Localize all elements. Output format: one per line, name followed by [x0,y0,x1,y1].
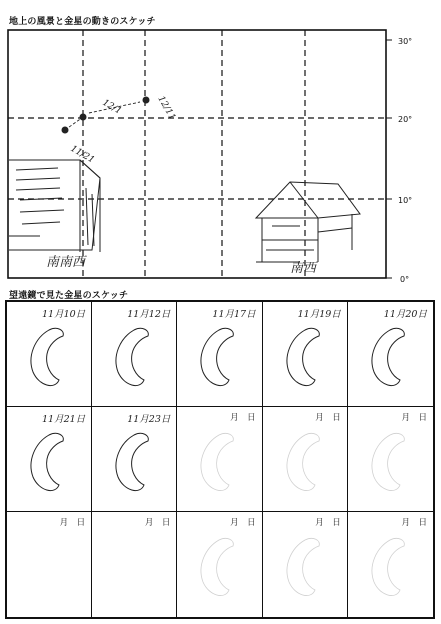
venus-crescent-sketch [92,302,177,407]
cell-date: 11月17日 [212,309,256,320]
telescope-cell [92,302,177,407]
telescope-cell [348,302,433,407]
right-building-drawing [256,182,360,262]
cell-date: 月 日 [401,518,427,528]
sketch-title: 地上の風景と金星の動きのスケッチ [9,17,156,27]
venus-date-label-1201: 12/1 [100,97,124,117]
venus-crescent-faint [348,407,433,512]
alt-label-0: 0° [400,275,410,284]
cell-date: 月 日 [315,518,341,528]
cell-date: 11月23日 [127,414,171,425]
telescope-cell [263,512,348,617]
cell-date: 11月21日 [42,414,86,425]
telescope-cell [92,512,177,617]
telescope-cell [263,302,348,407]
telescope-cell [348,512,433,617]
telescope-cell [7,302,92,407]
venus-crescent-faint [177,407,262,512]
telescope-cell [7,512,92,617]
venus-crescent-sketch [7,407,92,512]
telescope-cell [348,407,433,512]
cell-date: 月 日 [144,518,171,528]
cell-date: 月 日 [401,413,427,423]
venus-crescent-faint [177,512,262,617]
building-label-ssw: 南南西 [46,255,86,270]
cell-date: 11月12日 [127,309,171,320]
alt-label-10: 10° [398,196,413,205]
telescope-title: 望遠鏡で見た金星のスケッチ [9,291,129,301]
venus-crescent-sketch [92,407,177,512]
telescope-cell [177,512,262,617]
sketch-frame [8,30,386,278]
landscape-sketch [0,0,441,300]
cell-date: 11月19日 [297,309,341,320]
cell-date: 月 日 [230,413,256,423]
cell-date: 月 日 [315,413,341,423]
venus-crescent-sketch [348,302,433,407]
venus-date-label-1121: 11/21 [68,143,96,166]
cell-date: 月 日 [230,518,256,528]
building-label-sw: 南西 [290,261,317,276]
venus-crescent-faint [263,407,348,512]
venus-crescent-faint [263,512,348,617]
telescope-cell [7,407,92,512]
venus-position-1211 [143,97,150,104]
venus-date-label-1211: 12/11 [155,94,178,122]
telescope-cell [177,302,262,407]
venus-crescent-sketch [177,302,262,407]
telescope-sketch-grid [5,300,435,619]
telescope-cell [177,407,262,512]
alt-label-30: 30° [398,37,413,46]
alt-label-20: 20° [398,115,413,124]
cell-date: 11月20日 [383,309,427,320]
venus-crescent-sketch [7,302,92,407]
venus-crescent-faint [348,512,433,617]
cell-date: 11月10日 [42,309,86,320]
left-building-drawing [9,160,100,252]
cell-date: 月 日 [59,518,86,528]
telescope-cell [92,407,177,512]
telescope-cell [263,407,348,512]
venus-crescent-sketch [263,302,348,407]
